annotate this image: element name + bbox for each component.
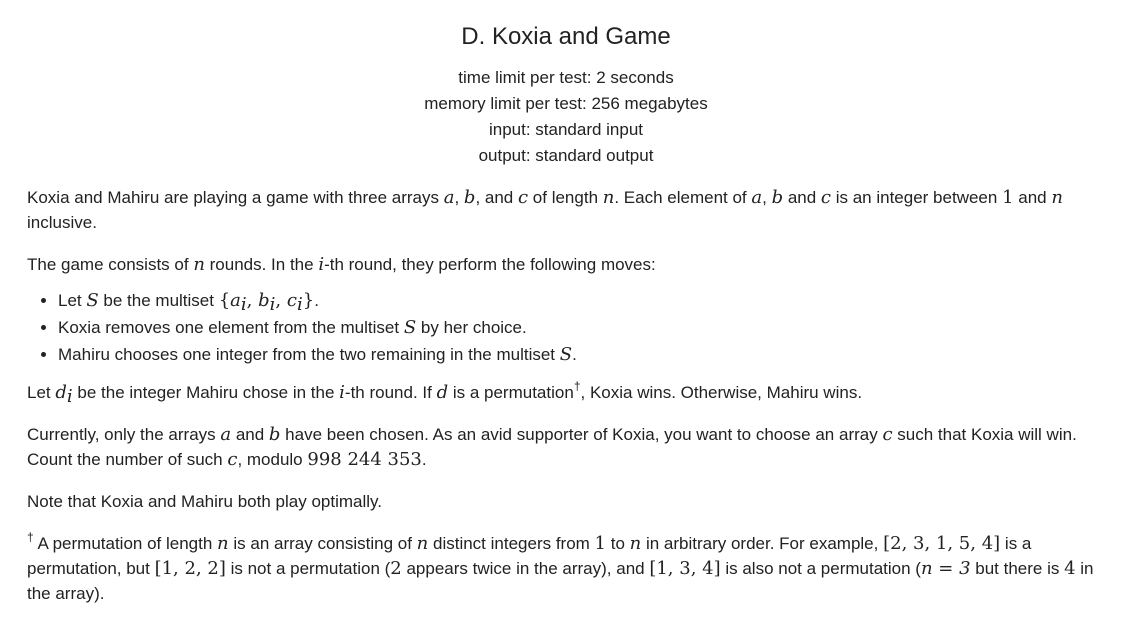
math-modulus: 998 244 353 [307,449,422,470]
math-one: 1 [594,533,606,554]
problem-title: D. Koxia and Game [461,23,671,50]
problem-header [0,22,1121,169]
list-item [58,314,1117,341]
text: but there is [970,559,1065,578]
math-d: d [436,382,449,403]
text: , [762,188,772,207]
math-n: n [416,533,429,554]
math-c: c [227,449,238,470]
statement-paragraph-4 [27,422,1117,472]
text: Koxia removes one element from the multiset [58,318,404,337]
text: is a permutation, but [27,534,1032,578]
math-S: S [86,290,99,311]
text: have been chosen. As an avid supporter of Koxia, you want to choose an array [280,425,883,444]
math-b: b [463,187,476,208]
math-c: c [517,187,529,208]
math-n: n [193,254,205,275]
math-example: [1, 2, 2] [154,558,226,579]
math-n: n [1051,187,1063,208]
list-item [58,287,1117,314]
math-c: c [882,424,893,445]
text: is also not a permutation ( [720,559,921,578]
math-d: d [55,382,67,403]
text: . Each element of [614,188,752,207]
math-subscript: i [66,386,73,407]
text: such that Koxia will win. Count the number of such [27,425,1077,469]
text: . [572,345,577,364]
problem-statement [27,185,1117,623]
text: Koxia and Mahiru are playing a game with three arrays [27,188,444,207]
text: , [454,188,464,207]
math-i: i [318,254,325,275]
math-n: n [629,533,642,554]
math-i: i [339,382,345,403]
text: inclusive. [27,213,97,232]
text: appears twice in the array), and [401,559,650,578]
text: , Koxia wins. Otherwise, Mahiru wins. [580,383,863,402]
text: A permutation of length [33,534,218,553]
math-one: 1 [1002,187,1014,208]
moves-list [27,287,1117,368]
math-S: S [559,344,573,365]
math-two: 2 [390,558,402,579]
text: be the multiset [98,291,219,310]
text: -th round, they perform the following moves: [324,255,656,274]
math-brace: } [302,290,315,311]
math-comma: , [246,290,259,311]
text: of length [528,188,603,207]
text: to [606,534,630,553]
text: and [783,188,821,207]
statement-paragraph-3 [27,380,1117,405]
text: Let [58,291,87,310]
math-n: n [602,187,615,208]
text: Let [27,383,56,402]
math-subscript: i [269,294,276,315]
text: The game consists of [27,255,194,274]
text: distinct integers from [428,534,595,553]
input-spec: input: standard input [488,120,644,139]
math-c: c [820,187,831,208]
math-a: a [751,187,763,208]
text: Mahiru chooses one integer from the two remaining in the multiset [58,345,560,364]
text: is an array consisting of [228,534,417,553]
math-a: a [443,187,455,208]
output-spec: output: standard output [478,146,654,165]
text: -th round. If [344,383,437,402]
text: be the integer Mahiru chose in the [72,383,340,402]
text: and [1013,188,1052,207]
list-item [58,341,1117,368]
statement-paragraph-1 [27,185,1117,235]
text: , modulo [237,450,308,469]
text: . [314,291,319,310]
math-example: [2, 3, 1, 5, 4] [883,533,1001,554]
math-subscript: i [296,294,303,315]
statement-paragraph-2 [27,252,1117,277]
text: is a permutation [448,383,574,402]
footnote [27,531,1117,606]
text: Currently, only the arrays [27,425,221,444]
dagger-footnote-mark: † [573,379,581,393]
math-comma: , [275,290,287,311]
problem-limits [0,65,1121,169]
memory-limit: memory limit per test: 256 megabytes [424,94,708,113]
math-a: a [230,290,241,311]
text: in arbitrary order. For example, [641,534,884,553]
math-b: b [258,290,270,311]
text: by her choice. [416,318,527,337]
text: and [231,425,269,444]
math-example: [1, 3, 4] [649,558,721,579]
dagger-footnote-mark: † [27,530,34,544]
time-limit: time limit per test: 2 seconds [458,68,674,87]
math-four: 4 [1064,558,1076,579]
math-equation: n = 3 [920,558,971,579]
text: is not a permutation ( [225,559,391,578]
math-subscript: i [240,294,247,315]
math-b: b [771,187,784,208]
text: . [421,450,427,469]
math-b: b [268,424,281,445]
text: rounds. In the [204,255,319,274]
text: , and [475,188,518,207]
math-brace: { [218,290,231,311]
math-S: S [403,317,417,338]
math-n: n [217,533,229,554]
text: is an integer between [831,188,1003,207]
statement-paragraph-5: Note that Koxia and Mahiru both play optimally. [27,492,382,511]
math-a: a [220,424,232,445]
math-c: c [286,290,297,311]
text: in the array). [27,559,1094,603]
